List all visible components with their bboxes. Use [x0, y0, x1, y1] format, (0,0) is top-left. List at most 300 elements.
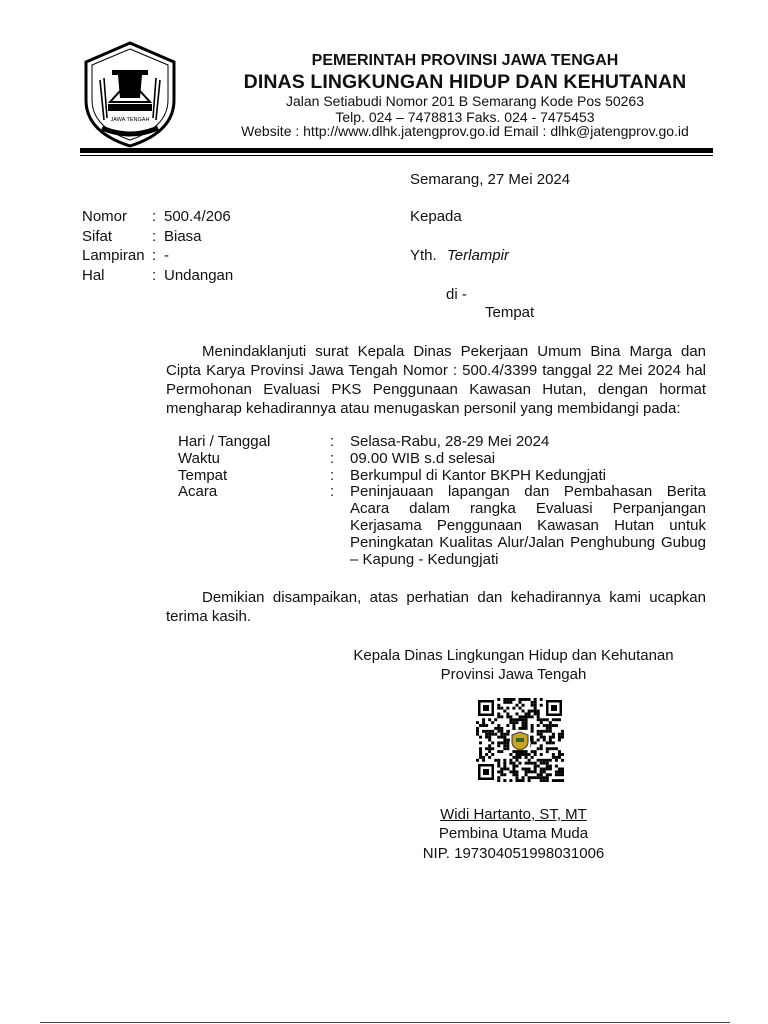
qr-cell	[506, 698, 509, 701]
qr-cell	[543, 759, 546, 762]
qr-cell	[506, 741, 509, 744]
recipient-name: Terlampir	[447, 247, 509, 264]
qr-cell	[537, 712, 540, 715]
qr-cell	[476, 759, 479, 762]
qr-cell	[503, 698, 506, 701]
qr-cell	[506, 712, 509, 715]
recipient-kepada: Kepada	[410, 208, 462, 225]
header-web-email: Website : http://www.dlhk.jatengprov.go.id Email : dlhk@jatengprov.go.id	[241, 123, 689, 139]
qr-cell	[506, 730, 509, 733]
qr-cell	[540, 768, 543, 771]
qr-cell	[552, 724, 555, 727]
qr-cell	[534, 741, 537, 744]
qr-cell	[546, 730, 549, 733]
qr-cell	[549, 741, 552, 744]
logo-text: JAWA TENGAH	[110, 117, 150, 123]
qr-cell	[503, 710, 506, 713]
qr-cell	[531, 724, 534, 727]
qr-cell	[522, 776, 525, 779]
meta-label: Nomor	[82, 208, 128, 225]
qr-cell	[522, 779, 525, 782]
qr-cell	[525, 698, 528, 701]
detail-colon: :	[330, 483, 335, 501]
qr-cell	[515, 756, 518, 759]
qr-cell	[503, 762, 506, 765]
qr-cell	[540, 773, 543, 776]
qr-cell	[540, 776, 543, 779]
qr-cell	[540, 736, 543, 739]
qr-cell	[528, 762, 531, 765]
qr-cell	[561, 753, 564, 756]
qr-cell	[549, 747, 552, 750]
qr-cell	[497, 762, 500, 765]
qr-cell	[555, 718, 558, 721]
qr-cell	[512, 727, 515, 730]
qr-cell	[509, 718, 512, 721]
qr-cell	[522, 753, 525, 756]
qr-cell	[531, 776, 534, 779]
qr-cell	[546, 768, 549, 771]
qr-cell	[531, 756, 534, 759]
qr-cell	[500, 715, 503, 718]
qr-cell	[534, 770, 537, 773]
qr-cell	[485, 736, 488, 739]
qr-cell	[543, 779, 546, 782]
qr-cell	[506, 739, 509, 742]
qr-cell	[522, 724, 525, 727]
signatory-rank: Pembina Utama Muda	[438, 825, 589, 842]
qr-cell	[497, 715, 500, 718]
qr-cell	[503, 773, 506, 776]
qr-cell	[540, 730, 543, 733]
qr-cell	[488, 733, 491, 736]
qr-cell	[549, 768, 552, 771]
qr-cell	[503, 744, 506, 747]
qr-cell	[549, 727, 552, 730]
qr-cell	[558, 736, 561, 739]
qr-cell	[528, 776, 531, 779]
qr-cell	[537, 776, 540, 779]
qr-cell	[518, 701, 521, 704]
qr-cell	[491, 721, 494, 724]
qr-cell	[515, 753, 518, 756]
qr-cell	[537, 724, 540, 727]
qr-cell	[518, 756, 521, 759]
qr-cell	[497, 770, 500, 773]
meta-value: Undangan	[164, 266, 234, 284]
detail-row	[178, 434, 706, 451]
qr-cell	[482, 759, 485, 762]
qr-cell	[506, 744, 509, 747]
qr-cell	[482, 718, 485, 721]
qr-cell	[543, 770, 546, 773]
qr-cell	[540, 733, 543, 736]
qr-cell	[534, 762, 537, 765]
qr-cell	[491, 741, 494, 744]
qr-cell	[506, 715, 509, 718]
qr-cell	[494, 733, 497, 736]
detail-value: Selasa-Rabu, 28-29 Mei 2024	[350, 433, 550, 450]
qr-cell	[549, 739, 552, 742]
qr-cell	[512, 707, 515, 710]
header-rule-thick	[80, 148, 713, 153]
qr-cell	[540, 721, 543, 724]
qr-cell	[503, 779, 506, 782]
detail-colon: :	[330, 466, 335, 484]
letter-date: Semarang, 27 Mei 2024	[410, 171, 571, 188]
meta-colon: :	[152, 247, 157, 264]
qr-cell	[540, 744, 543, 747]
qr-cell	[488, 747, 491, 750]
qr-cell	[561, 768, 564, 771]
qr-cell	[494, 759, 497, 762]
qr-cell	[531, 739, 534, 742]
qr-cell	[555, 765, 558, 768]
qr-cell	[509, 762, 512, 765]
qr-cell	[497, 765, 500, 768]
qr-cell	[506, 747, 509, 750]
recipient-tempat: Tempat	[485, 304, 535, 321]
meta-colon: :	[152, 208, 157, 225]
qr-cell	[503, 736, 506, 739]
qr-cell	[528, 768, 531, 771]
qr-cell	[537, 773, 540, 776]
qr-cell	[537, 747, 540, 750]
qr-cell	[518, 715, 521, 718]
qr-cell	[549, 759, 552, 762]
qr-cell	[546, 741, 549, 744]
qr-cell	[531, 727, 534, 730]
qr-cell	[512, 721, 515, 724]
qr-cell	[525, 715, 528, 718]
qr-cell	[537, 718, 540, 721]
qr-cell	[488, 744, 491, 747]
qr-cell	[485, 724, 488, 727]
qr-cell	[525, 721, 528, 724]
qr-cell	[518, 762, 521, 765]
qr-cell	[476, 733, 479, 736]
qr-cell	[525, 753, 528, 756]
qr-cell	[497, 704, 500, 707]
qr-cell	[546, 724, 549, 727]
qr-cell	[534, 701, 537, 704]
qr-cell	[509, 759, 512, 762]
qr-cell	[500, 770, 503, 773]
qr-cell	[476, 730, 479, 733]
qr-cell	[561, 773, 564, 776]
qr-cell	[525, 750, 528, 753]
qr-cell	[515, 779, 518, 782]
qr-cell	[558, 733, 561, 736]
signatory-name-text: Widi Hartanto, ST, MT	[440, 806, 587, 823]
qr-cell	[528, 698, 531, 701]
qr-cell	[500, 741, 503, 744]
qr-cell	[503, 701, 506, 704]
meta-row	[82, 207, 233, 227]
qr-cell	[515, 770, 518, 773]
qr-cell	[531, 701, 534, 704]
qr-cell	[479, 736, 482, 739]
qr-cell	[537, 759, 540, 762]
qr-cell	[491, 747, 494, 750]
qr-cell	[497, 736, 500, 739]
qr-cell	[522, 768, 525, 771]
qr-cell	[531, 730, 534, 733]
header-phone: Telp. 024 – 7478813 Faks. 024 - 7475453	[335, 109, 595, 125]
qr-cell	[503, 768, 506, 771]
qr-cell	[534, 712, 537, 715]
qr-cell	[476, 721, 479, 724]
qr-cell	[528, 759, 531, 762]
qr-cell	[534, 707, 537, 710]
qr-cell	[518, 727, 521, 730]
qr-cell	[558, 779, 561, 782]
qr-cell	[503, 739, 506, 742]
qr-cell	[522, 727, 525, 730]
recipient-di: di -	[446, 286, 467, 303]
detail-colon: :	[330, 433, 335, 450]
qr-cell	[515, 773, 518, 776]
signature-title-1: Kepala Dinas Lingkungan Hidup dan Kehutanan	[353, 647, 674, 664]
qr-cell	[525, 770, 528, 773]
qr-cell	[485, 747, 488, 750]
qr-cell	[537, 710, 540, 713]
detail-row	[178, 484, 706, 568]
qr-cell	[549, 773, 552, 776]
recipient-yth: Yth.	[410, 247, 437, 264]
qr-cell	[543, 739, 546, 742]
qr-cell	[479, 747, 482, 750]
qr-cell	[537, 765, 540, 768]
qr-cell	[525, 718, 528, 721]
qr-cell	[500, 768, 503, 771]
qr-cell	[531, 741, 534, 744]
qr-cell	[540, 747, 543, 750]
qr-cell	[509, 701, 512, 704]
qr-cell	[497, 698, 500, 701]
qr-cell	[546, 779, 549, 782]
qr-cell	[537, 739, 540, 742]
jawa-tengah-emblem-logo	[80, 40, 180, 148]
qr-cell	[561, 736, 564, 739]
qr-cell	[543, 718, 546, 721]
qr-cell	[479, 750, 482, 753]
qr-cell	[479, 753, 482, 756]
qr-cell	[512, 698, 515, 701]
qr-cell	[549, 724, 552, 727]
qr-cell	[552, 747, 555, 750]
qr-cell	[555, 747, 558, 750]
qr-cell	[534, 710, 537, 713]
qr-cell	[552, 779, 555, 782]
qr-cell	[531, 770, 534, 773]
qr-cell	[506, 701, 509, 704]
qr-cell	[506, 724, 509, 727]
qr-cell	[528, 779, 531, 782]
qr-cell	[525, 756, 528, 759]
qr-cell	[500, 733, 503, 736]
qr-cell	[528, 712, 531, 715]
qr-cell	[488, 736, 491, 739]
qr-cell	[522, 704, 525, 707]
qr-cell	[482, 730, 485, 733]
qr-cell	[503, 741, 506, 744]
qr-cell	[540, 698, 543, 701]
qr-cell	[488, 730, 491, 733]
qr-cell	[546, 747, 549, 750]
closing-paragraph: Demikian disampaikan, atas perhatian dan kehadirannya kami ucapkan terima kasih.	[166, 589, 706, 625]
qr-cell	[534, 765, 537, 768]
qr-cell	[540, 762, 543, 765]
qr-cell	[561, 779, 564, 782]
qr-cell	[531, 762, 534, 765]
qr-cell	[537, 715, 540, 718]
qr-cell	[518, 718, 521, 721]
qr-cell	[500, 736, 503, 739]
qr-cell	[549, 765, 552, 768]
qr-cell	[546, 765, 549, 768]
qr-cell	[540, 753, 543, 756]
qr-cell	[528, 753, 531, 756]
detail-colon: :	[330, 449, 335, 467]
qr-cell	[488, 739, 491, 742]
meta-row	[82, 227, 233, 247]
header-agency: DINAS LINGKUNGAN HIDUP DAN KEHUTANAN	[243, 71, 687, 93]
detail-value: 09.00 WIB s.d selesai	[350, 449, 496, 467]
qr-cell	[555, 779, 558, 782]
qr-cell	[534, 753, 537, 756]
meta-value: 500.4/206	[164, 208, 231, 225]
qr-cell	[500, 727, 503, 730]
qr-cell	[546, 759, 549, 762]
qr-cell	[497, 712, 500, 715]
qr-cell	[525, 727, 528, 730]
qr-cell	[552, 718, 555, 721]
qr-cell	[558, 739, 561, 742]
qr-cell	[555, 773, 558, 776]
qr-cell	[518, 750, 521, 753]
qr-cell	[552, 736, 555, 739]
qr-cell	[506, 768, 509, 771]
qr-cell	[503, 759, 506, 762]
letter-meta	[82, 207, 233, 285]
qr-cell	[512, 768, 515, 771]
qr-cell	[488, 750, 491, 753]
qr-cell	[512, 762, 515, 765]
qr-cell	[479, 741, 482, 744]
qr-cell	[549, 736, 552, 739]
qr-cell	[503, 747, 506, 750]
qr-cell	[500, 730, 503, 733]
qr-cell	[522, 715, 525, 718]
detail-label: Acara	[178, 483, 218, 501]
qr-cell	[518, 779, 521, 782]
qr-cell	[537, 733, 540, 736]
qr-cell	[543, 730, 546, 733]
qr-cell	[497, 727, 500, 730]
qr-cell	[525, 724, 528, 727]
qr-cell	[540, 759, 543, 762]
qr-cell	[561, 759, 564, 762]
qr-cell	[555, 724, 558, 727]
qr-cell	[534, 776, 537, 779]
qr-cell	[537, 730, 540, 733]
qr-cell	[476, 727, 479, 730]
qr-cell	[515, 712, 518, 715]
qr-cell	[497, 724, 500, 727]
qr-cell	[546, 776, 549, 779]
qr-cell	[522, 710, 525, 713]
qr-cell	[518, 698, 521, 701]
qr-cell	[546, 727, 549, 730]
qr-cell	[509, 753, 512, 756]
header-rule-thin	[80, 155, 713, 156]
detail-label: Waktu	[178, 449, 220, 467]
qr-cell	[543, 724, 546, 727]
meta-label: Sifat	[82, 227, 113, 245]
qr-cell	[512, 750, 515, 753]
qr-cell	[497, 707, 500, 710]
qr-cell	[552, 753, 555, 756]
qr-cell	[509, 715, 512, 718]
qr-cell	[561, 770, 564, 773]
qr-cell	[534, 698, 537, 701]
qr-cell	[531, 704, 534, 707]
qr-cell	[525, 773, 528, 776]
qr-cell	[558, 750, 561, 753]
qr-cell	[540, 718, 543, 721]
meta-value: Biasa	[164, 227, 202, 245]
qr-cell	[512, 770, 515, 773]
header-government: PEMERINTAH PROVINSI JAWA TENGAH	[311, 52, 619, 69]
qr-cell	[494, 727, 497, 730]
meta-colon: :	[152, 227, 157, 245]
qr-cell	[491, 753, 494, 756]
qr-cell	[540, 770, 543, 773]
qr-cell	[515, 704, 518, 707]
qr-cell	[561, 733, 564, 736]
qr-cell	[531, 710, 534, 713]
qr-cell	[506, 733, 509, 736]
qr-cell	[515, 718, 518, 721]
qr-cell	[500, 773, 503, 776]
header-address: Jalan Setiabudi Nomor 201 B Semarang Kode Pos 50263	[285, 93, 644, 109]
qr-cell	[497, 741, 500, 744]
qr-cell	[482, 724, 485, 727]
detail-row	[178, 468, 706, 485]
qr-cell	[509, 770, 512, 773]
page-bottom-line	[40, 1022, 730, 1023]
qr-cell	[552, 733, 555, 736]
qr-cell	[543, 776, 546, 779]
qr-cell	[491, 733, 494, 736]
qr-cell	[479, 756, 482, 759]
qr-cell	[497, 730, 500, 733]
qr-cell	[494, 718, 497, 721]
qr-cell	[497, 744, 500, 747]
qr-cell	[479, 724, 482, 727]
qr-cell	[531, 750, 534, 753]
qr-cell	[540, 704, 543, 707]
qr-cell	[482, 721, 485, 724]
meta-value: -	[164, 247, 169, 264]
qr-cell	[558, 768, 561, 771]
meta-label: Hal	[82, 266, 105, 284]
qr-cell	[552, 756, 555, 759]
detail-value: Peninjauaan lapangan dan Pembahasan Berita Acara dalam rangka Evaluasi Perpanjangan Kerjasama Penggunaan Kawasan Hutan untuk Peningkatan Kualitas Alur/Jalan Penghubung Gubug – Kapung - Kedungjati	[350, 483, 706, 568]
qr-cell	[543, 736, 546, 739]
detail-label: Tempat	[178, 466, 228, 484]
